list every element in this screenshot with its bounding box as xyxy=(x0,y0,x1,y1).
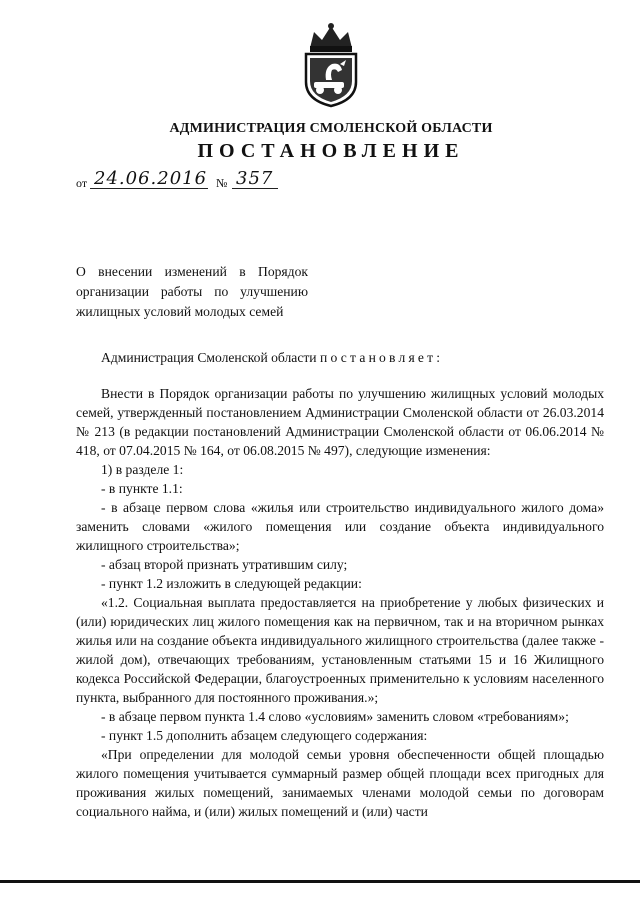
date-number-line xyxy=(76,170,316,192)
organization-name: АДМИНИСТРАЦИЯ СМОЛЕНСКОЙ ОБЛАСТИ xyxy=(169,121,493,136)
body-paragraph: - в абзаце первом слова «жилья или строительство индивидуального жилого дома» заменить словами «жилого помещения или создание объекта индивидуального жилищного строительства»; xyxy=(76,500,604,553)
number-label: № xyxy=(216,176,228,190)
body-paragraph: «При определении для молодой семьи уровня обеспеченности общей площадью жилого помещения учитывается суммарный размер общей площади всех пригодных для проживания жилых помещений, занимаемых членами молодой семьи по договорам социального найма, и (или) жилых помещений и (или) части xyxy=(76,747,604,819)
coat-of-arms-icon xyxy=(296,22,366,108)
decree-intro xyxy=(101,350,443,366)
body-paragraph: «1.2. Социальная выплата предоставляется на приобретение у любых физических и (или) юридических лиц жилого помещения как на первичном, так и на вторичном рынках жилья или на создание объекта индивидуального жилищного строительства (далее также - жилой дом), отвечающих требованиям, установленным статьями 15 и 16 Жилищного кодекса Российской Федерации, благоустроенных применительно к условиям населенного пункта, выбранного для постоянного проживания.»; xyxy=(76,595,604,705)
document-type: ПОСТАНОВЛЕНИЕ xyxy=(197,140,465,162)
document-body xyxy=(76,384,604,821)
body-paragraph: Внести в Порядок организации работы по улучшению жилищных условий молодых семей, утвержденный постановлением Администрации Смоленской области от 26.03.2014 № 213 (в редакции постановлений Администрации Смоленской области от 06.06.2014 № 418, от 07.04.2015 № 164, от 06.08.2015 № 497), следующие изменения: xyxy=(76,386,604,458)
body-paragraph: - в абзаце первом пункта 1.4 слово «условиям» заменить словом «требованиям»; xyxy=(101,709,569,724)
body-paragraph: - абзац второй признать утратившим силу; xyxy=(101,557,348,572)
date-label: от xyxy=(76,176,88,190)
number-value: 357 xyxy=(236,168,274,189)
body-paragraph: - пункт 1.5 дополнить абзацем следующего содержания: xyxy=(101,728,428,743)
decree-verb: постановляет: xyxy=(319,350,444,365)
date-value: 24.06.2016 xyxy=(94,168,208,189)
body-paragraph: 1) в разделе 1: xyxy=(101,462,184,477)
body-paragraph: - в пункте 1.1: xyxy=(101,481,183,496)
subject-heading: О внесении изменений в Порядок организации работы по улучшению жилищных условий молодых семей xyxy=(76,264,308,319)
page-bottom-rule xyxy=(0,880,640,883)
decree-issuer: Администрация Смоленской области xyxy=(101,350,317,365)
body-paragraph: - пункт 1.2 изложить в следующей редакции: xyxy=(101,576,362,591)
